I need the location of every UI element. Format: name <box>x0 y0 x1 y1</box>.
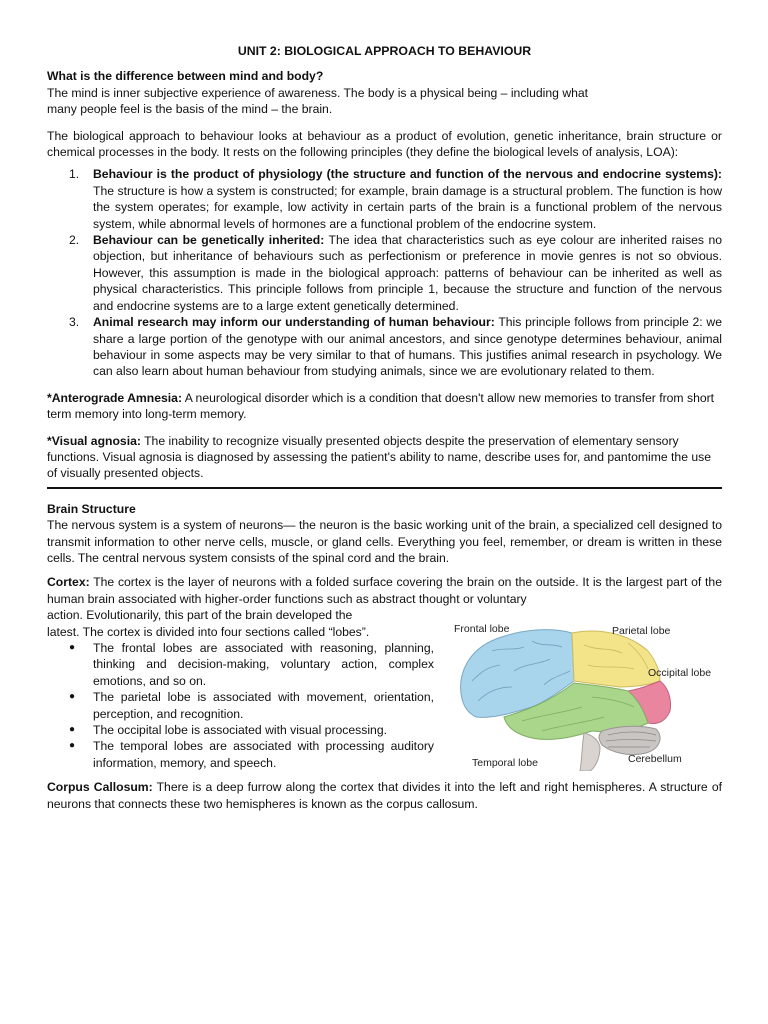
page-title: UNIT 2: BIOLOGICAL APPROACH TO BEHAVIOUR <box>237 44 532 58</box>
mind-body-line-1: The mind is inner subjective experience of awareness. The body is a physical being – including what <box>47 85 589 100</box>
corpus-callosum-paragraph <box>47 779 722 812</box>
parietal-lobe-region <box>572 631 660 687</box>
principle-title: Behaviour can be genetically inherited: <box>93 233 325 248</box>
lobes-list <box>47 640 434 771</box>
cortex-figure-area <box>47 607 722 771</box>
occipital-lobe-label: Occipital lobe <box>648 667 712 680</box>
frontal-lobe-label: Frontal lobe <box>454 623 510 636</box>
lobe-text: The parietal lobe is associated with movement, orientation, perception, and recognition. <box>93 690 434 721</box>
brain-lobes-figure <box>452 621 722 771</box>
visual-agnosia-term: *Visual agnosia: <box>47 433 141 448</box>
principle-text: The idea that characteristics such as eye colour are inherited raises no objection, but inheritance of behaviours such as perfectionism or preference in movie genres is not so obvious. However, this assumption is made in the biological approach: patterns of behaviour can be inherited as well as physical characteristics. This principle follows from principle 1, because the structure and function of the nervous and endocrine systems are to a large extent genetically determined. <box>93 233 723 313</box>
principle-text: This principle follows from principle 2: we share a large portion of the genotype with our animal ancestors, and since genotype determines behaviour, animal behaviour in some aspects may be very similar to that of humans. This justifies animal research in psychology. We can also learn about human behaviour from studying animals, since we are evolutionary related to them. <box>93 315 723 379</box>
brain-structure-section <box>47 501 722 567</box>
principle-title: Behaviour is the product of physiology (the structure and function of the nervous and endocrine systems): <box>93 167 722 182</box>
principle-number: 2. <box>69 233 80 248</box>
cortex-line-4: latest. The cortex is divided into four sections called “lobes”. <box>47 624 370 639</box>
bullet-icon: ● <box>69 642 76 653</box>
bullet-icon: ● <box>69 691 76 703</box>
bullet-icon: ● <box>69 724 76 736</box>
principle-number: 1. <box>69 167 80 182</box>
principle-item <box>47 166 722 232</box>
mind-body-line-2: many people feel is the basis of the mind – the brain. <box>47 102 333 117</box>
cortex-term: Cortex: <box>47 575 90 590</box>
principle-text: The structure is how a system is constructed; for example, brain damage is a structural problem. The function is how the system operates; for example, low activity in certain parts of the brain is a functional problem of the nervous system, while abnormal levels of hormones are a functional problem of the endocrine system. <box>93 183 722 231</box>
lobe-item <box>47 738 434 771</box>
lobe-item <box>47 640 434 689</box>
cortex-text: The cortex is the layer of neurons with a folded surface covering the brain on the outside. It is the largest part of the human brain associated with higher-order functions such as abstract thought or voluntary <box>47 575 722 606</box>
bullet-icon: ● <box>69 740 76 752</box>
principles-list <box>47 166 722 379</box>
question-heading: What is the difference between mind and body? <box>47 69 324 84</box>
cortex-paragraph <box>47 574 722 607</box>
visual-agnosia-note <box>47 433 722 482</box>
anterograde-term: *Anterograde Amnesia: <box>47 390 182 405</box>
lobe-text: The frontal lobes are associated with reasoning, planning, thinking and decision-making, voluntary action, complex emotions, and so on. <box>93 641 434 688</box>
anterograde-definition: A neurological disorder which is a condition that doesn't allow new memories to transfer from short term memory into long-term memory. <box>47 390 715 422</box>
corpus-callosum-text: There is a deep furrow along the cortex that divides it into the left and right hemispheres. A structure of neurons that connects these two hemispheres is known as the corpus callosum. <box>47 780 722 811</box>
brain-illustration <box>452 621 722 771</box>
principle-item <box>47 232 722 314</box>
visual-agnosia-definition: The inability to recognize visually presented objects despite the preservation of elementary sensory functions. Visual agnosia is diagnosed by assessing the patient's ability to name, describe uses for, and pantomime the use of visually presented objects. <box>47 433 712 481</box>
intro-paragraph: The biological approach to behaviour looks at behaviour as a product of evolution, genetic inheritance, brain structure or chemical processes in the body. It rests on the following principles (they define the biological levels of analysis, LOA): <box>47 128 722 160</box>
principle-item <box>47 314 722 380</box>
brainstem-region <box>580 733 600 771</box>
section-divider <box>47 487 722 489</box>
brain-structure-text: The nervous system is a system of neurons— the neuron is the basic working unit of the brain, a specialized cell designed to transmit information to other nerve cells, muscle, or gland cells. Everything you feel, remember, or dream is written in these cells. The central nervous system consists of the spinal cord and the brain. <box>47 518 722 565</box>
mind-body-text <box>47 85 679 118</box>
temporal-lobe-label: Temporal lobe <box>472 757 538 770</box>
principle-number: 3. <box>69 315 80 330</box>
lobe-text: The occipital lobe is associated with visual processing. <box>93 723 387 738</box>
lobe-text: The temporal lobes are associated with processing auditory information, memory, and speech. <box>93 739 434 770</box>
lobe-item <box>47 689 434 722</box>
lobe-item <box>47 722 434 738</box>
cortex-continuation <box>47 607 434 640</box>
parietal-lobe-label: Parietal lobe <box>612 625 671 638</box>
anterograde-amnesia-note <box>47 390 722 423</box>
brain-structure-heading: Brain Structure <box>47 501 136 516</box>
principle-title: Animal research may inform our understanding of human behaviour: <box>93 315 495 330</box>
cortex-line-3: action. Evolutionarily, this part of the brain developed the <box>47 608 353 623</box>
corpus-callosum-term: Corpus Callosum: <box>47 780 153 795</box>
cerebellum-label: Cerebellum <box>628 753 682 766</box>
